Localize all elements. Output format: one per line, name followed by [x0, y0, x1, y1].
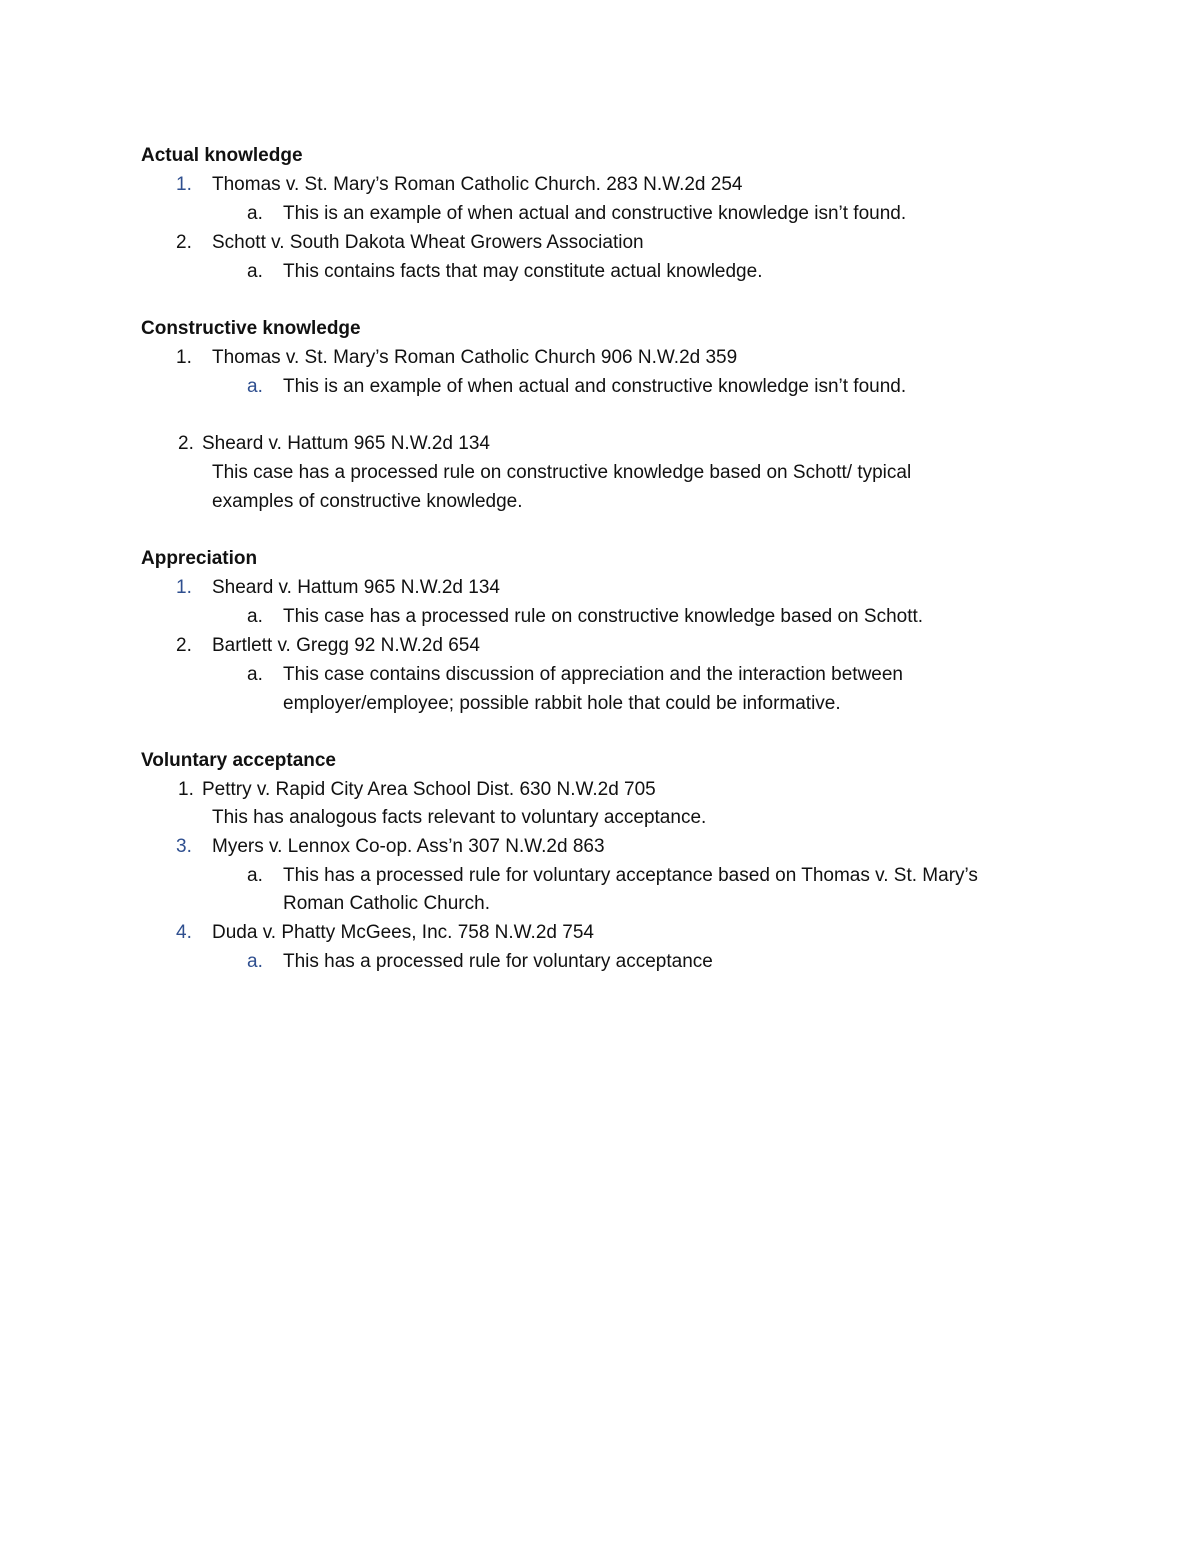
case-note: This has a processed rule for voluntary acceptance based on Thomas v. St. Mary’s [283, 865, 978, 886]
case-citation: Myers v. Lennox Co-op. Ass’n 307 N.W.2d 863 [212, 836, 605, 857]
list-marker: 1. [176, 347, 192, 368]
list-marker: 1. [176, 174, 192, 195]
case-citation: Pettry v. Rapid City Area School Dist. 630 N.W.2d 705 [202, 779, 656, 800]
case-note: examples of constructive knowledge. [212, 491, 523, 512]
sub-list-marker: a. [247, 664, 263, 685]
case-note: This case has a processed rule on constructive knowledge based on Schott. [283, 606, 924, 627]
sub-list-marker: a. [247, 865, 263, 886]
case-citation: Schott v. South Dakota Wheat Growers Association [212, 232, 644, 253]
sub-list-marker: a. [247, 261, 263, 282]
sub-list-marker: a. [247, 203, 263, 224]
list-marker: 1. [176, 577, 192, 598]
sub-list-marker: a. [247, 376, 263, 397]
list-marker: 1. [178, 779, 194, 800]
list-marker: 2. [176, 635, 192, 656]
list-marker: 4. [176, 922, 192, 943]
case-note: This is an example of when actual and constructive knowledge isn’t found. [283, 203, 907, 224]
list-marker: 2. [178, 433, 194, 454]
case-note: This has a processed rule for voluntary acceptance [283, 951, 713, 972]
case-citation: Thomas v. St. Mary’s Roman Catholic Church. 283 N.W.2d 254 [212, 174, 743, 195]
section-heading-actual-knowledge: Actual knowledge [141, 145, 303, 166]
section-heading-appreciation: Appreciation [141, 548, 258, 569]
list-marker: 3. [176, 836, 192, 857]
case-citation: Sheard v. Hattum 965 N.W.2d 134 [212, 577, 500, 598]
case-citation: Sheard v. Hattum 965 N.W.2d 134 [202, 433, 490, 454]
section-heading-constructive-knowledge: Constructive knowledge [141, 318, 361, 339]
sub-list-marker: a. [247, 951, 263, 972]
case-note: employer/employee; possible rabbit hole that could be informative. [283, 693, 841, 714]
case-citation: Thomas v. St. Mary’s Roman Catholic Church 906 N.W.2d 359 [212, 347, 738, 368]
case-note: Roman Catholic Church. [283, 893, 490, 914]
case-note: This case contains discussion of appreciation and the interaction between [283, 664, 903, 685]
list-marker: 2. [176, 232, 192, 253]
case-note: This has analogous facts relevant to voluntary acceptance. [212, 807, 707, 828]
case-note: This case has a processed rule on constructive knowledge based on Schott/ typical [212, 462, 912, 483]
sub-list-marker: a. [247, 606, 263, 627]
case-note: This is an example of when actual and constructive knowledge isn’t found. [283, 376, 907, 397]
section-heading-voluntary-acceptance: Voluntary acceptance [141, 750, 337, 771]
case-citation: Duda v. Phatty McGees, Inc. 758 N.W.2d 754 [212, 922, 594, 943]
case-note: This contains facts that may constitute actual knowledge. [283, 261, 763, 282]
case-citation: Bartlett v. Gregg 92 N.W.2d 654 [212, 635, 480, 656]
